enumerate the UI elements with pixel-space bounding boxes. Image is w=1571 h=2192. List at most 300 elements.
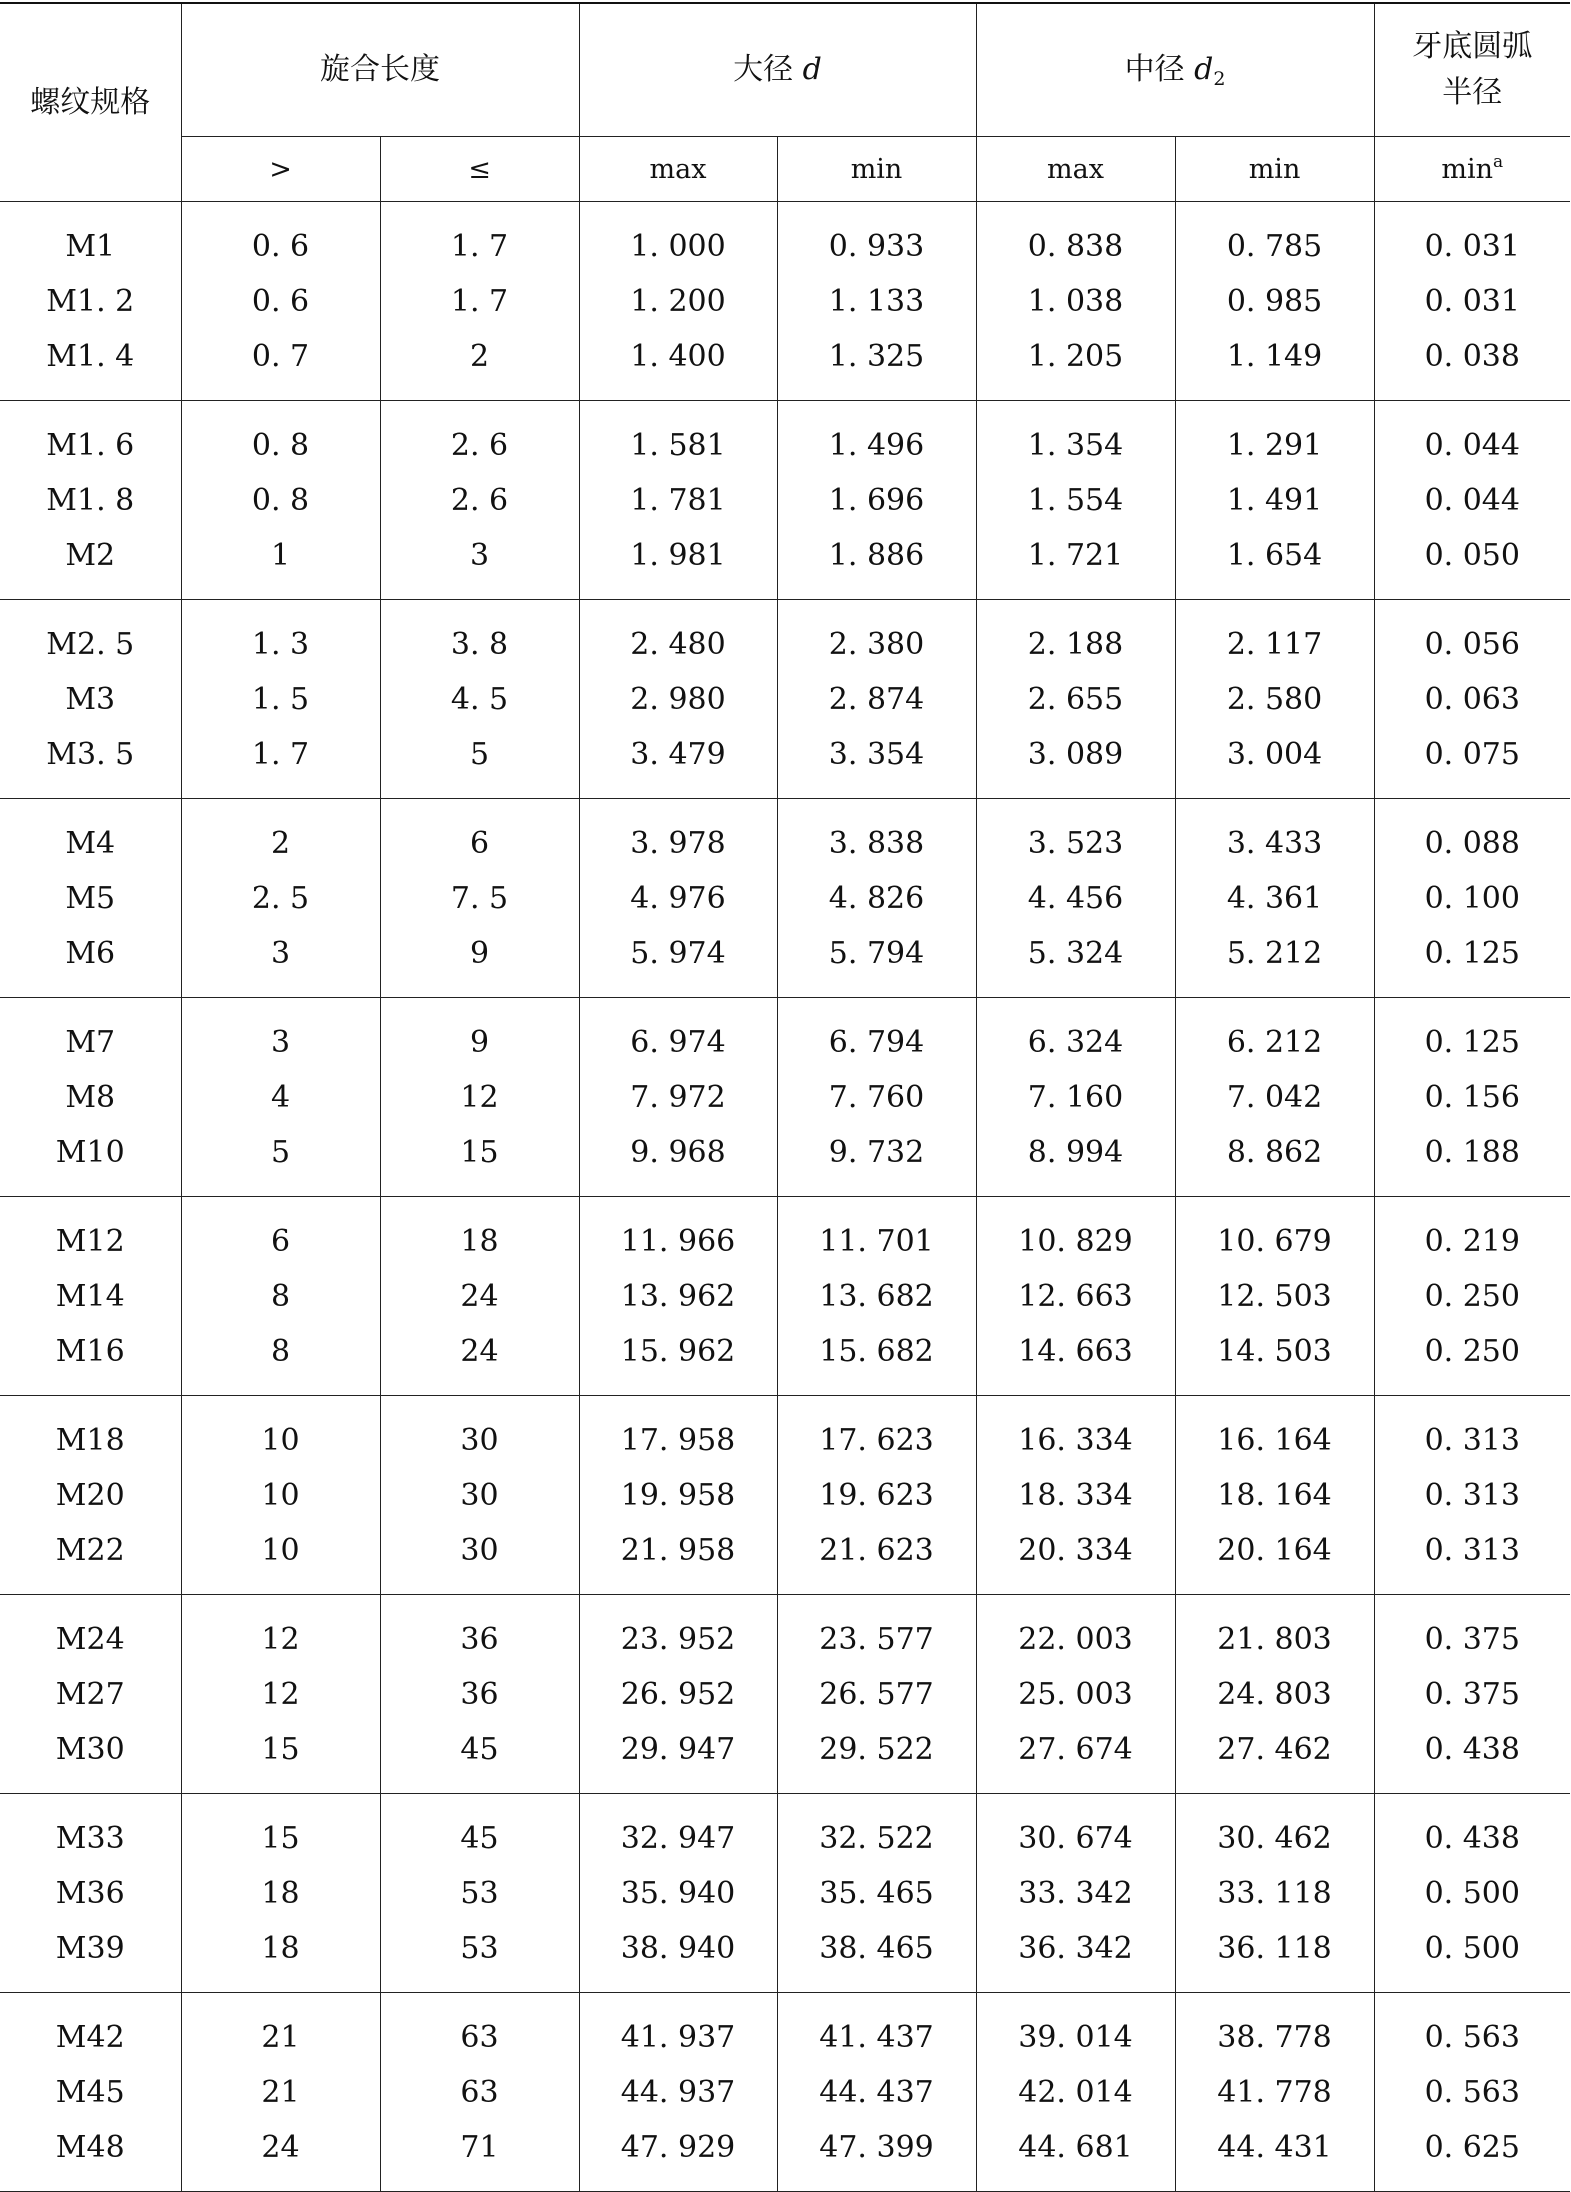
pitch-diameter-min-cell	[1175, 1197, 1374, 1396]
length-greater-than-value: 1	[270, 537, 291, 573]
major-diameter-min-value: 0. 933	[828, 228, 925, 264]
pitch-diameter-max-value: 12. 663	[1018, 1278, 1133, 1314]
length-greater-than-value: 12	[261, 1676, 300, 1712]
length-less-equal-value: 36	[460, 1676, 499, 1712]
major-diameter-min-cell	[777, 998, 976, 1197]
major-diameter-min-value: 35. 465	[819, 1875, 934, 1911]
root-radius-label-line1: 牙底圆弧	[1412, 29, 1533, 64]
pitch-diameter-max-value: 42. 014	[1018, 2074, 1133, 2110]
length-less-equal-value: 9	[469, 935, 490, 971]
thread-spec-header: 螺纹规格	[0, 3, 181, 202]
length-less-equal-value: 30	[460, 1422, 499, 1458]
root-radius-min-value: 0. 438	[1424, 1731, 1520, 1767]
length-less-equal-value: 4. 5	[450, 681, 509, 717]
pitch-diameter-min-value: 6. 212	[1226, 1024, 1323, 1060]
major-diameter-min-cell	[777, 1595, 976, 1794]
pitch-diameter-max-value: 2. 655	[1027, 681, 1124, 717]
length-greater-than-cell	[181, 1396, 380, 1595]
thread-spec-cell	[0, 1993, 181, 2192]
thread-spec-value: M2	[65, 537, 116, 573]
major-diameter-max-value: 1. 000	[630, 228, 726, 264]
table-row-group	[0, 1396, 1570, 1595]
pitch-diameter-max-value: 25. 003	[1018, 1676, 1133, 1712]
pitch-diameter-max-value: 1. 554	[1027, 482, 1124, 518]
pitch-diameter-max-value: 4. 456	[1027, 880, 1124, 916]
major-diameter-min-value: 1. 886	[828, 537, 925, 573]
length-less-equal-value: 1. 7	[450, 228, 509, 264]
pitch-diameter-max-value: 44. 681	[1018, 2129, 1133, 2165]
pitch-diameter-max-value: 1. 354	[1027, 427, 1124, 463]
length-greater-than-cell	[181, 1197, 380, 1396]
pitch-diameter-max-value: 1. 721	[1027, 537, 1124, 573]
length-greater-than-value: 0. 8	[251, 427, 310, 463]
root-radius-min-cell	[1374, 600, 1570, 799]
length-greater-than-cell	[181, 1794, 380, 1993]
pitch-diameter-min-value: 10. 679	[1217, 1223, 1332, 1259]
pitch-diameter-max-value: 3. 089	[1027, 736, 1124, 772]
length-greater-than-value: 18	[261, 1930, 300, 1966]
length-less-equal-value: 12	[460, 1079, 499, 1115]
major-diameter-max-value: 11. 966	[620, 1223, 736, 1259]
pitch-diameter-min-cell	[1175, 998, 1374, 1197]
thread-spec-value: M5	[65, 880, 116, 916]
root-radius-min-value: 0. 438	[1424, 1820, 1520, 1856]
thread-spec-value: M39	[55, 1930, 125, 1966]
length-greater-than-value: 8	[270, 1333, 291, 1369]
thread-spec-cell	[0, 799, 181, 998]
root-radius-min-cell	[1374, 1794, 1570, 1993]
thread-spec-cell	[0, 401, 181, 600]
length-less-equal-cell	[380, 1993, 579, 2192]
root-radius-min-cell	[1374, 799, 1570, 998]
length-greater-than-value: 18	[261, 1875, 300, 1911]
table-row-group	[0, 1794, 1570, 1993]
length-less-equal-value: 45	[460, 1820, 499, 1856]
root-radius-min-value: 0. 044	[1424, 482, 1520, 518]
pitch-diameter-min-value: 0. 785	[1226, 228, 1323, 264]
pitch-diameter-min-value: 7. 042	[1226, 1079, 1323, 1115]
length-greater-than-value: 21	[261, 2074, 300, 2110]
major-diameter-max-value: 32. 947	[620, 1820, 736, 1856]
major-diameter-min-value: 6. 794	[828, 1024, 925, 1060]
major-diameter-min-value: 44. 437	[819, 2074, 934, 2110]
length-greater-than-value: 10	[261, 1477, 300, 1513]
thread-spec-value: M45	[55, 2074, 125, 2110]
root-radius-min-value: 0. 375	[1424, 1621, 1520, 1657]
root-radius-label-line2: 半径	[1442, 75, 1503, 110]
major-diameter-max-value: 5. 974	[630, 935, 726, 971]
pitch-diameter-min-cell	[1175, 1595, 1374, 1794]
thread-spec-value: M4	[65, 825, 116, 861]
length-less-equal-value: 5	[469, 736, 490, 772]
pitch-diameter-max-value: 6. 324	[1027, 1024, 1124, 1060]
major-diameter-max-value: 21. 958	[620, 1532, 736, 1568]
root-radius-min-cell	[1374, 998, 1570, 1197]
major-diameter-header	[579, 3, 976, 137]
length-greater-than-value: 3	[270, 1024, 291, 1060]
pitch-diameter-max-cell	[976, 799, 1175, 998]
pitch-diameter-max-value: 36. 342	[1018, 1930, 1133, 1966]
pitch-diameter-min-value: 41. 778	[1217, 2074, 1332, 2110]
major-diameter-max-value: 26. 952	[620, 1676, 736, 1712]
length-greater-than-value: 15	[261, 1731, 300, 1767]
pitch-diameter-max-value: 3. 523	[1027, 825, 1124, 861]
length-greater-than-cell	[181, 401, 380, 600]
thread-spec-value: M7	[65, 1024, 116, 1060]
length-greater-than-value: 1. 5	[251, 681, 310, 717]
thread-spec-value: M10	[55, 1134, 125, 1170]
root-radius-min-value: 0. 250	[1424, 1278, 1520, 1314]
major-diameter-symbol: d	[802, 52, 822, 87]
pitch-diameter-max-value: 1. 205	[1027, 338, 1124, 374]
pitch-diameter-min-cell	[1175, 202, 1374, 401]
table-row-group	[0, 202, 1570, 401]
pitch-diameter-max-value: 0. 838	[1027, 228, 1124, 264]
pitch-diameter-min-value: 20. 164	[1217, 1532, 1332, 1568]
major-diameter-max-cell	[579, 1993, 777, 2192]
major-diameter-max-cell	[579, 600, 777, 799]
length-greater-than-value: 0. 6	[251, 283, 310, 319]
length-greater-than-value: 15	[261, 1820, 300, 1856]
thread-spec-value: M8	[65, 1079, 116, 1115]
pitch-diameter-max-value: 30. 674	[1018, 1820, 1133, 1856]
major-diameter-min-value: 23. 577	[819, 1621, 934, 1657]
pitch-diameter-max-value: 20. 334	[1018, 1532, 1133, 1568]
root-radius-min-value: 0. 100	[1424, 880, 1520, 916]
major-diameter-max-value: 1. 200	[630, 283, 726, 319]
major-diameter-max-cell	[579, 1794, 777, 1993]
major-diameter-min-value: 7. 760	[828, 1079, 925, 1115]
major-diameter-min-value: 15. 682	[819, 1333, 934, 1369]
thread-spec-value: M1. 4	[46, 338, 135, 374]
major-diameter-min-cell	[777, 1993, 976, 2192]
root-radius-min-cell	[1374, 1595, 1570, 1794]
root-radius-min-value: 0. 219	[1424, 1223, 1520, 1259]
pitch-diameter-max-cell	[976, 1595, 1175, 1794]
pitch-diameter-min-value: 36. 118	[1217, 1930, 1332, 1966]
length-less-equal-value: 2. 6	[450, 427, 509, 463]
major-diameter-min-value: 9. 732	[828, 1134, 925, 1170]
major-diameter-max-value: 2. 980	[630, 681, 726, 717]
root-min-footnote-mark: a	[1493, 151, 1504, 172]
major-diameter-max-cell	[579, 998, 777, 1197]
thread-spec-value: M1. 8	[46, 482, 135, 518]
major-diameter-max-value: 23. 952	[620, 1621, 736, 1657]
pitch-diameter-min-value: 2. 580	[1226, 681, 1323, 717]
root-radius-min-value: 0. 031	[1424, 283, 1520, 319]
length-greater-than-value: 24	[261, 2129, 300, 2165]
length-greater-than-value: 4	[270, 1079, 291, 1115]
length-greater-than-cell	[181, 1595, 380, 1794]
pitch-diameter-max-cell	[976, 1794, 1175, 1993]
thread-spec-value: M30	[55, 1731, 125, 1767]
pitch-diameter-min-value: 14. 503	[1217, 1333, 1332, 1369]
length-greater-than-value: 10	[261, 1422, 300, 1458]
major-diameter-min-value: 2. 380	[828, 626, 925, 662]
pitch-diameter-min-value: 3. 004	[1226, 736, 1323, 772]
length-less-equal-value: 30	[460, 1477, 499, 1513]
length-greater-than-value: 10	[261, 1532, 300, 1568]
major-diameter-min-value: 1. 496	[828, 427, 925, 463]
length-less-equal-value: 9	[469, 1024, 490, 1060]
length-less-equal-value: 7. 5	[450, 880, 509, 916]
pitch-diameter-max-value: 2. 188	[1027, 626, 1124, 662]
length-greater-than-value: 3	[270, 935, 291, 971]
pitch-diameter-min-cell	[1175, 1396, 1374, 1595]
length-less-equal-header: ≤	[380, 137, 579, 202]
length-greater-than-value: 1. 7	[251, 736, 310, 772]
major-diameter-min-value: 5. 794	[828, 935, 925, 971]
pitch-diameter-min-cell	[1175, 1794, 1374, 1993]
pitch-diameter-max-cell	[976, 1993, 1175, 2192]
pitch-diameter-max-value: 27. 674	[1018, 1731, 1133, 1767]
major-diameter-max-cell	[579, 401, 777, 600]
major-diameter-max-cell	[579, 799, 777, 998]
pitch-diameter-min-value: 44. 431	[1217, 2129, 1332, 2165]
length-greater-than-cell	[181, 1993, 380, 2192]
length-less-equal-cell	[380, 998, 579, 1197]
root-radius-min-cell	[1374, 1396, 1570, 1595]
length-less-equal-value: 36	[460, 1621, 499, 1657]
length-greater-than-cell	[181, 799, 380, 998]
major-diameter-max-cell	[579, 1595, 777, 1794]
major-diameter-max-value: 44. 937	[620, 2074, 736, 2110]
length-less-equal-value: 53	[460, 1930, 499, 1966]
length-less-equal-cell	[380, 1794, 579, 1993]
root-radius-min-value: 0. 038	[1424, 338, 1520, 374]
major-diameter-label: 大径	[733, 52, 794, 87]
pitch-diameter-min-value: 24. 803	[1217, 1676, 1332, 1712]
thread-spec-cell	[0, 1794, 181, 1993]
root-radius-min-value: 0. 056	[1424, 626, 1520, 662]
table-row-group	[0, 998, 1570, 1197]
thread-spec-value: M33	[55, 1820, 125, 1856]
pitch-diameter-min-value: 5. 212	[1226, 935, 1323, 971]
length-less-equal-cell	[380, 1396, 579, 1595]
pitch-diameter-min-value: 1. 654	[1226, 537, 1323, 573]
length-greater-than-value: 1. 3	[251, 626, 310, 662]
length-greater-than-value: 0. 6	[251, 228, 310, 264]
major-diameter-min-cell	[777, 1396, 976, 1595]
root-radius-min-value: 0. 500	[1424, 1930, 1520, 1966]
pitch-diameter-max-cell	[976, 202, 1175, 401]
root-min-header	[1374, 137, 1570, 202]
length-less-equal-value: 24	[460, 1333, 499, 1369]
length-greater-than-value: 6	[270, 1223, 291, 1259]
thread-spec-value: M18	[55, 1422, 125, 1458]
root-radius-min-value: 0. 375	[1424, 1676, 1520, 1712]
major-diameter-min-value: 1. 325	[828, 338, 925, 374]
length-less-equal-value: 3. 8	[450, 626, 509, 662]
major-diameter-max-value: 6. 974	[630, 1024, 726, 1060]
root-radius-min-value: 0. 563	[1424, 2074, 1520, 2110]
length-less-equal-value: 15	[460, 1134, 499, 1170]
major-diameter-min-value: 3. 354	[828, 736, 925, 772]
thread-spec-value: M14	[55, 1278, 125, 1314]
major-diameter-max-value: 9. 968	[630, 1134, 726, 1170]
thread-dimensions-table	[0, 2, 1570, 2192]
pitch-diameter-max-value: 16. 334	[1018, 1422, 1133, 1458]
major-diameter-min-value: 41. 437	[819, 2019, 934, 2055]
pitch-diameter-max-cell	[976, 998, 1175, 1197]
major-diameter-max-value: 19. 958	[620, 1477, 736, 1513]
thread-spec-value: M27	[55, 1676, 125, 1712]
major-diameter-max-value: 38. 940	[620, 1930, 736, 1966]
major-diameter-max-value: 3. 978	[630, 825, 726, 861]
root-radius-min-value: 0. 625	[1424, 2129, 1520, 2165]
thread-spec-value: M48	[55, 2129, 125, 2165]
major-diameter-min-cell	[777, 799, 976, 998]
major-diameter-min-value: 32. 522	[819, 1820, 934, 1856]
length-less-equal-value: 71	[460, 2129, 499, 2165]
pitch-max-header: max	[976, 137, 1175, 202]
root-radius-min-value: 0. 075	[1424, 736, 1520, 772]
length-less-equal-value: 3	[469, 537, 490, 573]
header-row-1	[0, 3, 1570, 137]
length-less-equal-value: 53	[460, 1875, 499, 1911]
major-diameter-min-cell	[777, 202, 976, 401]
thread-spec-value: M3. 5	[46, 736, 135, 772]
root-radius-min-value: 0. 313	[1424, 1532, 1520, 1568]
length-greater-than-value: 0. 8	[251, 482, 310, 518]
major-diameter-max-value: 29. 947	[620, 1731, 736, 1767]
header-row-2	[0, 137, 1570, 202]
major-diameter-min-value: 2. 874	[828, 681, 925, 717]
major-diameter-min-value: 47. 399	[819, 2129, 934, 2165]
table-row-group	[0, 401, 1570, 600]
pitch-diameter-min-value: 1. 291	[1226, 427, 1323, 463]
root-radius-min-value: 0. 188	[1424, 1134, 1520, 1170]
length-less-equal-value: 2. 6	[450, 482, 509, 518]
thread-spec-cell	[0, 998, 181, 1197]
thread-spec-cell	[0, 1595, 181, 1794]
length-less-equal-cell	[380, 799, 579, 998]
major-diameter-min-value: 17. 623	[819, 1422, 934, 1458]
root-min-label: min	[1441, 153, 1494, 185]
thread-spec-value: M6	[65, 935, 116, 971]
pitch-diameter-max-value: 1. 038	[1027, 283, 1124, 319]
pitch-diameter-max-value: 18. 334	[1018, 1477, 1133, 1513]
pitch-diameter-max-value: 7. 160	[1027, 1079, 1124, 1115]
major-diameter-min-value: 29. 522	[819, 1731, 934, 1767]
pitch-diameter-max-cell	[976, 401, 1175, 600]
pitch-diameter-min-value: 38. 778	[1217, 2019, 1332, 2055]
table-row-group	[0, 1595, 1570, 1794]
major-diameter-max-value: 1. 581	[630, 427, 726, 463]
pitch-diameter-subscript: 2	[1213, 68, 1226, 90]
length-less-equal-value: 30	[460, 1532, 499, 1568]
pitch-diameter-min-value: 21. 803	[1217, 1621, 1332, 1657]
length-less-equal-cell	[380, 202, 579, 401]
length-less-equal-cell	[380, 1197, 579, 1396]
thread-spec-value: M16	[55, 1333, 125, 1369]
thread-spec-value: M3	[65, 681, 116, 717]
pitch-diameter-min-value: 16. 164	[1217, 1422, 1332, 1458]
pitch-diameter-min-cell	[1175, 600, 1374, 799]
major-diameter-max-value: 47. 929	[620, 2129, 736, 2165]
pitch-diameter-max-value: 10. 829	[1018, 1223, 1133, 1259]
pitch-diameter-min-value: 4. 361	[1226, 880, 1323, 916]
pitch-diameter-min-value: 3. 433	[1226, 825, 1323, 861]
root-radius-min-value: 0. 250	[1424, 1333, 1520, 1369]
length-less-equal-cell	[380, 600, 579, 799]
major-diameter-min-value: 4. 826	[828, 880, 925, 916]
length-greater-than-cell	[181, 202, 380, 401]
thread-spec-cell	[0, 600, 181, 799]
thread-spec-value: M12	[55, 1223, 125, 1259]
root-radius-min-cell	[1374, 1993, 1570, 2192]
thread-spec-value: M1. 6	[46, 427, 135, 463]
root-radius-min-value: 0. 313	[1424, 1477, 1520, 1513]
pitch-diameter-min-value: 1. 149	[1226, 338, 1323, 374]
root-radius-min-value: 0. 125	[1424, 1024, 1520, 1060]
major-diameter-max-value: 41. 937	[620, 2019, 736, 2055]
root-radius-min-value: 0. 050	[1424, 537, 1520, 573]
major-diameter-max-cell	[579, 202, 777, 401]
length-less-equal-value: 63	[460, 2074, 499, 2110]
thread-spec-cell	[0, 1396, 181, 1595]
root-radius-min-value: 0. 156	[1424, 1079, 1520, 1115]
major-diameter-min-value: 1. 696	[828, 482, 925, 518]
major-diameter-max-value: 2. 480	[630, 626, 726, 662]
pitch-diameter-max-cell	[976, 600, 1175, 799]
major-max-header: max	[579, 137, 777, 202]
pitch-diameter-symbol: d	[1194, 52, 1214, 87]
thread-spec-cell	[0, 1197, 181, 1396]
length-less-equal-value: 1. 7	[450, 283, 509, 319]
major-diameter-min-value: 38. 465	[819, 1930, 934, 1966]
pitch-diameter-min-cell	[1175, 799, 1374, 998]
pitch-min-header: min	[1175, 137, 1374, 202]
major-diameter-min-value: 13. 682	[819, 1278, 934, 1314]
length-less-equal-value: 2	[469, 338, 490, 374]
root-radius-min-value: 0. 313	[1424, 1422, 1520, 1458]
thread-spec-value: M2. 5	[46, 626, 135, 662]
pitch-diameter-min-value: 1. 491	[1226, 482, 1323, 518]
length-greater-than-value: 0. 7	[251, 338, 310, 374]
root-radius-min-value: 0. 088	[1424, 825, 1520, 861]
root-radius-min-value: 0. 044	[1424, 427, 1520, 463]
major-diameter-max-value: 7. 972	[630, 1079, 726, 1115]
major-diameter-max-value: 1. 400	[630, 338, 726, 374]
major-min-header: min	[777, 137, 976, 202]
root-radius-header	[1374, 3, 1570, 137]
root-radius-min-value: 0. 063	[1424, 681, 1520, 717]
thread-spec-value: M1	[65, 228, 116, 264]
major-diameter-max-value: 1. 981	[630, 537, 726, 573]
length-less-equal-value: 6	[469, 825, 490, 861]
length-less-equal-value: 63	[460, 2019, 499, 2055]
pitch-diameter-header	[976, 3, 1374, 137]
major-diameter-max-cell	[579, 1396, 777, 1595]
length-greater-than-value: 2. 5	[251, 880, 310, 916]
thread-spec-value: M1. 2	[46, 283, 135, 319]
pitch-diameter-max-cell	[976, 1197, 1175, 1396]
length-less-equal-cell	[380, 401, 579, 600]
table-row-group	[0, 799, 1570, 998]
pitch-diameter-max-cell	[976, 1396, 1175, 1595]
thread-spec-cell	[0, 202, 181, 401]
root-radius-min-value: 0. 031	[1424, 228, 1520, 264]
major-diameter-min-cell	[777, 600, 976, 799]
thread-spec-value: M36	[55, 1875, 125, 1911]
major-diameter-max-value: 13. 962	[620, 1278, 736, 1314]
major-diameter-max-value: 17. 958	[620, 1422, 736, 1458]
major-diameter-min-value: 26. 577	[819, 1676, 934, 1712]
length-less-equal-cell	[380, 1595, 579, 1794]
length-less-equal-value: 24	[460, 1278, 499, 1314]
length-less-equal-value: 45	[460, 1731, 499, 1767]
